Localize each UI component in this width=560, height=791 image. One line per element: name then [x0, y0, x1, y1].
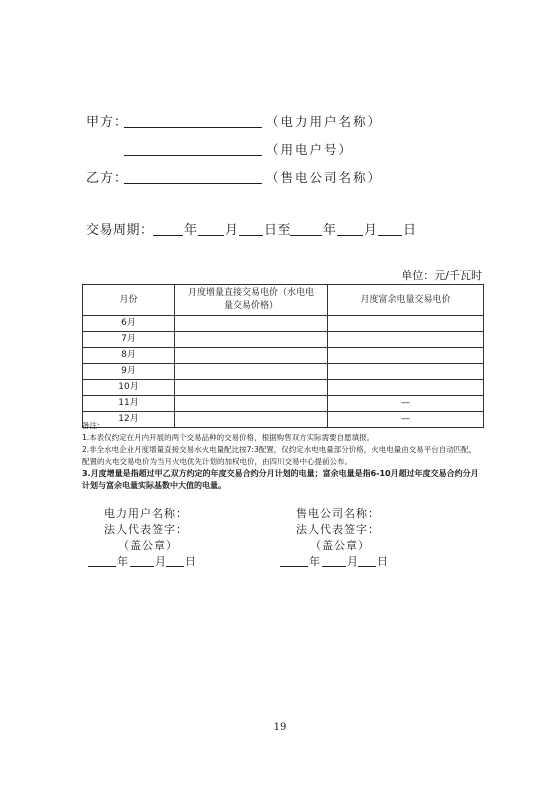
user-sign-month-unit: 月 [155, 555, 167, 568]
table-row [83, 380, 484, 396]
header-month: 月份 [83, 285, 175, 316]
party-b-label: 乙方： [86, 171, 129, 186]
party-a-hint: （电力用户名称） [266, 114, 383, 129]
company-sign-month-unit: 月 [347, 555, 359, 568]
surplus-price-cell[interactable] [328, 348, 484, 364]
party-a-label: 甲方： [86, 115, 129, 130]
period-label: 交易周期： [86, 223, 154, 238]
table-row [83, 396, 484, 412]
company-name-label: 售电公司名称： [296, 507, 380, 520]
party-b-hint: （售电公司名称） [266, 170, 383, 185]
increment-price-cell[interactable] [175, 396, 328, 412]
company-sign-month-field[interactable] [322, 566, 346, 567]
period-start-month-field[interactable] [198, 235, 224, 236]
increment-price-cell[interactable] [175, 348, 328, 364]
period-year-unit: 年 [184, 223, 198, 238]
period-start-year-field[interactable] [153, 235, 183, 236]
user-sign-day-field[interactable] [166, 566, 184, 567]
party-b-name-field[interactable] [124, 183, 262, 184]
month-cell: 7月 [83, 332, 175, 348]
month-cell: 6月 [83, 316, 175, 332]
period-end-day-unit: 日 [403, 223, 417, 238]
user-sign-month-field[interactable] [130, 566, 154, 567]
page-number: 19 [273, 722, 287, 733]
header-increment-price: 月度增量直接交易电价（水电电量交易价格） [175, 285, 328, 316]
period-end-month-unit: 月 [364, 223, 378, 238]
surplus-price-cell[interactable] [328, 316, 484, 332]
period-end-year-unit: 年 [323, 223, 337, 238]
user-sign-day-unit: 日 [185, 555, 197, 568]
surplus-price-cell[interactable] [328, 364, 484, 380]
period-month-unit: 月 [225, 223, 239, 238]
party-a-name-field[interactable] [124, 127, 262, 128]
company-sign-day-unit: 日 [377, 555, 389, 568]
increment-price-cell[interactable] [175, 380, 328, 396]
company-sign-year-unit: 年 [309, 555, 321, 568]
notes-title: 备注： [82, 421, 105, 430]
price-table [82, 284, 484, 428]
user-name-label: 电力用户名称： [104, 507, 188, 520]
company-sign-year-field[interactable] [280, 566, 308, 567]
company-seal-label: （盖公章） [310, 539, 370, 552]
note-1: 1.本表仅约定在月内开展的两个交易品种的交易价格，根据购售双方实际需要自愿填报。 [82, 433, 375, 442]
table-row [83, 348, 484, 364]
company-sign-day-field[interactable] [358, 566, 376, 567]
period-end-day-field[interactable] [378, 235, 402, 236]
period-end-year-field[interactable] [290, 235, 322, 236]
table-header-row [83, 285, 484, 316]
increment-price-cell[interactable] [175, 332, 328, 348]
period-end-month-field[interactable] [337, 235, 363, 236]
period-day-to: 日至 [264, 223, 292, 238]
notes-section [82, 420, 482, 492]
user-sign-year-field[interactable] [88, 566, 116, 567]
month-cell: 10月 [83, 380, 175, 396]
user-seal-label: （盖公章） [118, 539, 178, 552]
note-2: 2.非全水电企业月度增量直接交易水火电量配比按7:3配置，仅约定水电电量部分价格，火电电量由交易平台自动匹配，配置的火电交易电价为当月火电优先计划的加权电价，由四川交易中心提前公布。 [82, 445, 477, 466]
account-number-hint: （用电户号） [266, 142, 354, 157]
user-sign-year-unit: 年 [117, 555, 129, 568]
unit-label: 单位：元/千瓦时 [401, 269, 482, 282]
month-cell: 9月 [83, 364, 175, 380]
increment-price-cell[interactable] [175, 364, 328, 380]
increment-price-cell[interactable] [175, 316, 328, 332]
company-rep-label: 法人代表签字： [296, 523, 380, 536]
table-row [83, 332, 484, 348]
surplus-price-cell[interactable] [328, 332, 484, 348]
user-rep-label: 法人代表签字： [104, 523, 188, 536]
header-surplus-price: 月度富余电量交易电价 [328, 285, 484, 316]
month-cell: 12月 [83, 412, 175, 428]
account-number-field[interactable] [124, 155, 262, 156]
note-3: 3.月度增量是指超过甲乙双方约定的年度交易合约分月计划的电量；富余电量是指6-10月超过年度交易合约分月计划与富余电量实际基数中大值的电量。 [82, 469, 479, 490]
surplus-price-cell[interactable] [328, 380, 484, 396]
month-cell: 11月 [83, 396, 175, 412]
period-start-day-field[interactable] [239, 235, 263, 236]
table-row [83, 316, 484, 332]
table-row [83, 364, 484, 380]
month-cell: 8月 [83, 348, 175, 364]
surplus-price-cell: — [328, 396, 484, 412]
surplus-price-cell: — [328, 412, 484, 428]
